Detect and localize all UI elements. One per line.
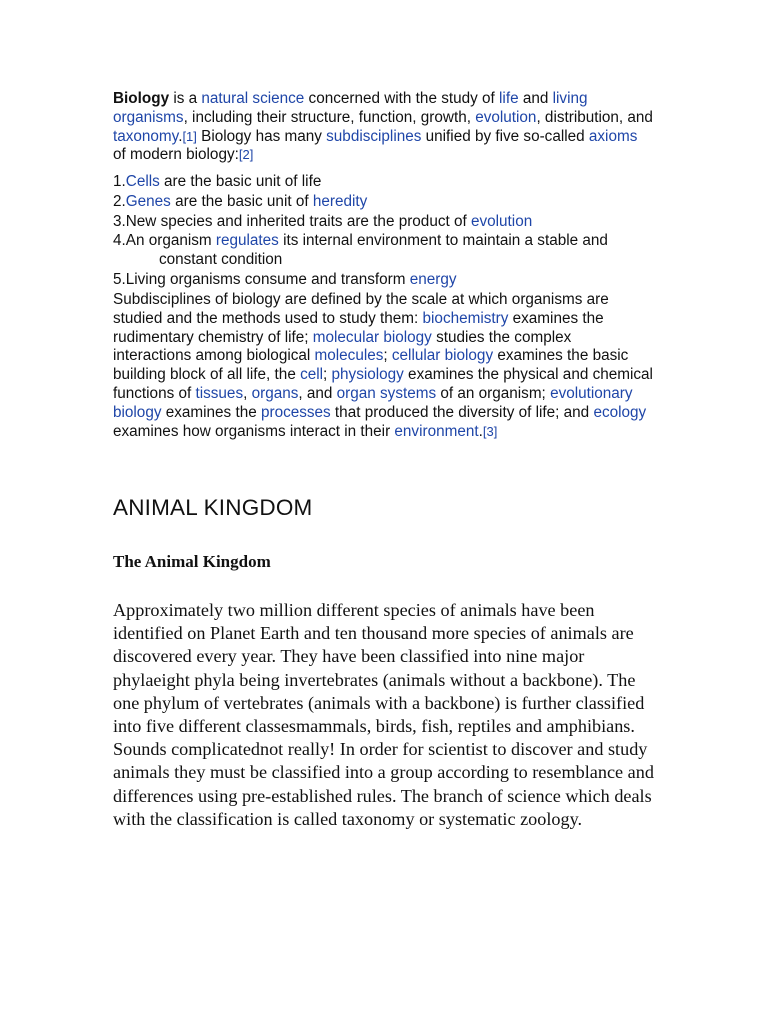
link-environment[interactable]: environment	[394, 422, 479, 440]
link-tissues[interactable]: tissues	[195, 384, 244, 402]
citation-2[interactable]: [2]	[238, 147, 254, 163]
link-cells[interactable]: Cells	[125, 173, 160, 190]
subdisc-text-7: examines the physical and chemical functions of	[113, 366, 653, 402]
axiom-4-text-2: its internal environment to maintain a stable and	[278, 232, 608, 250]
link-biochemistry[interactable]: biochemistry	[422, 309, 509, 327]
axiom-item-3	[113, 213, 658, 232]
link-regulates[interactable]: regulates	[215, 232, 279, 250]
subdisc-text-12: that produced the diversity of life; and	[330, 403, 594, 421]
intro-text-1: is a	[169, 90, 202, 107]
intro-text-4: , including their structure, function, growth,	[183, 108, 476, 126]
intro-text-6: .	[178, 127, 183, 145]
axiom-item-2	[113, 193, 658, 212]
link-organ-systems[interactable]: organ systems	[336, 384, 437, 402]
axiom-4-continuation: constant condition	[159, 251, 283, 269]
subdisc-text-1: Subdisciplines of biology are defined by the scale at which organisms are studied and the methods used to study them:	[113, 291, 609, 327]
animal-kingdom-subheading: The Animal Kingdom	[113, 552, 271, 571]
body-paragraph-1: Approximately two million different species of animals have been identified on Planet Earth and ten thousand more species of animals are discovered every year. They have been classified into nine major phylaeight phyla being invertebrates (animals without a backbone). The one phylum of vertebrates (animals with a backbone) is further classified into five different classesmammals, birds, fish, reptiles and amphibians.	[113, 600, 645, 737]
axiom-1-number: 1.	[113, 173, 126, 190]
intro-text-7: Biology has many	[196, 127, 327, 145]
subdisc-text-6: ;	[323, 366, 332, 384]
link-cell[interactable]: cell	[300, 366, 324, 384]
axiom-item-4	[113, 232, 658, 270]
link-axioms[interactable]: axioms	[588, 127, 638, 145]
link-molecular-biology[interactable]: molecular biology	[312, 328, 432, 346]
biology-intro-paragraph	[113, 90, 653, 165]
link-ecology[interactable]: ecology	[593, 403, 647, 421]
link-evolutionary-biology[interactable]: evolutionary biology	[113, 384, 633, 421]
link-evolution[interactable]: evolution	[475, 108, 537, 126]
biology-term: Biology	[113, 90, 170, 107]
subdisc-text-13: examines how organisms interact in their	[113, 422, 395, 440]
link-natural-science[interactable]: natural science	[201, 90, 305, 107]
link-heredity[interactable]: heredity	[312, 192, 368, 210]
link-processes[interactable]: processes	[260, 403, 331, 421]
link-subdisciplines[interactable]: subdisciplines	[326, 127, 422, 145]
axiom-1-text: are the basic unit of life	[159, 173, 322, 190]
link-physiology[interactable]: physiology	[331, 366, 404, 384]
citation-1[interactable]: [1]	[182, 128, 197, 144]
link-life[interactable]: life	[499, 90, 519, 107]
intro-text-8: unified by five so-called	[421, 127, 589, 145]
axioms-list	[113, 173, 658, 291]
link-living-organisms[interactable]: living organisms	[113, 90, 588, 126]
subdisc-text-4: ;	[383, 347, 392, 365]
subdisc-text-2: examines the rudimentary chemistry of life;	[113, 309, 604, 346]
link-organs[interactable]: organs	[251, 384, 299, 402]
axiom-3-text: 3.New species and inherited traits are the product of	[113, 212, 471, 230]
body-paragraph-2: Sounds complicatednot really! In order for scientist to discover and study animals they must be classified into a group according to resemblance and differences using pre-established rules. The branch of science which deals with the classification is called taxonomy or systematic zoology.	[113, 739, 654, 829]
subdisc-text-9: , and	[298, 384, 337, 402]
subdisc-text-8: ,	[243, 384, 252, 402]
intro-text-2: concerned with the study of	[304, 90, 500, 107]
intro-text-5: , distribution, and	[536, 108, 653, 126]
link-cellular-biology[interactable]: cellular biology	[391, 347, 494, 365]
subdisc-text-14: .	[478, 422, 483, 440]
subdisc-text-3: studies the complex interactions among biological	[113, 328, 572, 365]
subdisc-text-10: of an organism;	[436, 384, 551, 402]
link-molecules[interactable]: molecules	[314, 347, 384, 365]
link-energy[interactable]: energy	[409, 270, 457, 288]
axiom-4-text: 4.An organism	[113, 232, 216, 250]
link-evolution-2[interactable]: evolution	[470, 212, 533, 230]
intro-text	[113, 90, 653, 165]
axiom-5-text: 5.Living organisms consume and transform	[113, 270, 410, 288]
subdisc-text-5: examines the basic building block of all life, the	[113, 347, 629, 384]
link-genes[interactable]: Genes	[125, 192, 171, 210]
animal-kingdom-body	[113, 599, 665, 831]
animal-kingdom-heading: ANIMAL KINGDOM	[113, 495, 313, 520]
axiom-item-1	[113, 173, 658, 192]
subdisciplines-text	[113, 291, 653, 441]
citation-3[interactable]: [3]	[482, 423, 498, 439]
subdisc-text-11: examines the	[161, 403, 261, 421]
axiom-2-number: 2.	[113, 192, 126, 210]
axiom-2-text: are the basic unit of	[170, 192, 313, 210]
axiom-item-5	[113, 271, 658, 290]
intro-text-9: of modern biology:	[113, 146, 239, 164]
subdisciplines-paragraph	[113, 291, 653, 441]
link-taxonomy[interactable]: taxonomy	[113, 127, 179, 145]
intro-text-3: and	[518, 90, 553, 107]
